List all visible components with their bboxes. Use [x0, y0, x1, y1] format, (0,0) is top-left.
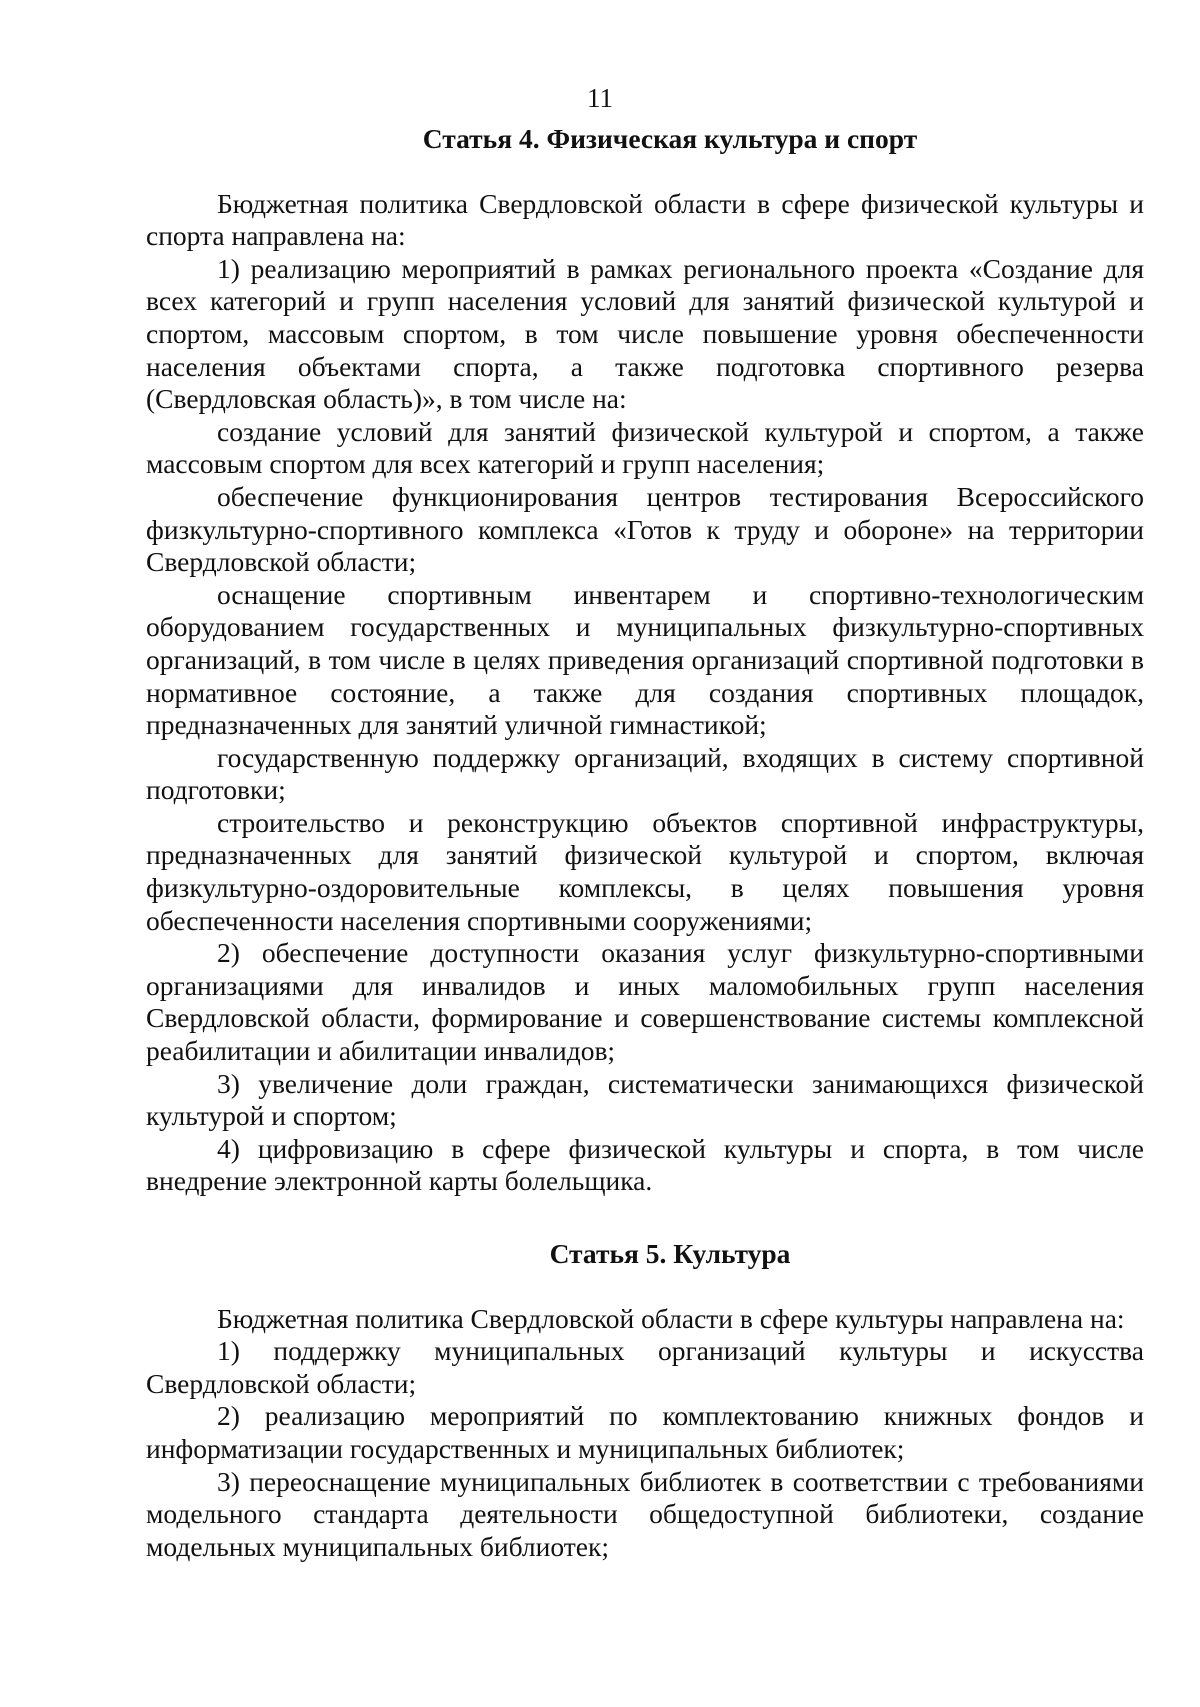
list-item: 3) переоснащение муниципальных библиотек в соответствии с требованиями модельного стандарта деятельности общедоступной библиотеки, создание модельных муниципальных библиотек;	[146, 1465, 1144, 1562]
page-content	[146, 123, 1144, 1563]
list-item: создание условий для занятий физической культурой и спортом, а также массовым спортом для всех категорий и групп населения;	[146, 415, 1144, 480]
article-4-heading: Статья 4. Физическая культура и спорт	[422, 123, 918, 154]
article-5-body	[146, 1303, 1144, 1564]
paragraph: Бюджетная политика Свердловской области в сфере физической культуры и спорта направлена на:	[146, 187, 1144, 252]
list-item: 2) реализацию мероприятий по комплектованию книжных фондов и информатизации государственных и муниципальных библиотек;	[146, 1400, 1144, 1464]
list-item: 4) цифровизацию в сфере физической культуры и спорта, в том числе внедрение электронной карты болельщика.	[146, 1132, 1144, 1197]
list-item: строительство и реконструкцию объектов спортивной инфраструктуры, предназначенных для занятий физической культурой и спортом, включая физкультурно-оздоровительные комплексы, в целях повышения уровня обеспеченности населения спортивными сооружениями;	[146, 806, 1144, 936]
list-item: 1) реализацию мероприятий в рамках регионального проекта «Создание для всех категорий и групп населения условий для занятий физической культурой и спортом, массовым спортом, в том числе повышение уровня обеспеченности населения объектами спорта, а также подготовка спортивного резерва (Свердловская область)», в том числе на:	[146, 252, 1144, 415]
list-item: обеспечение функционирования центров тестирования Всероссийского физкультурно-спортивного комплекса «Готов к труду и обороне» на территории Свердловской области;	[146, 480, 1144, 578]
list-item: государственную поддержку организаций, входящих в систему спортивной подготовки;	[146, 741, 1144, 806]
list-item: 2) обеспечение доступности оказания услуг физкультурно-спортивными организациями для инвалидов и иных маломобильных групп населения Свердловской области, формирование и совершенствование системы комплексной реабилитации и абилитации инвалидов;	[146, 937, 1144, 1067]
article-5-heading: Статья 5. Культура	[549, 1238, 791, 1269]
page-number: 11	[587, 83, 613, 113]
article-4-body	[146, 188, 1144, 1198]
list-item: 3) увеличение доли граждан, систематически занимающихся физической культурой и спортом;	[146, 1067, 1144, 1132]
list-item: 1) поддержку муниципальных организаций культуры и искусства Свердловской области;	[146, 1335, 1144, 1399]
paragraph: Бюджетная политика Свердловской области в сфере культуры направлена на:	[217, 1302, 1125, 1334]
list-item: оснащение спортивным инвентарем и спортивно-технологическим оборудованием государственных и муниципальных физкультурно-спортивных организаций, в том числе в целях приведения организаций спортивной подготовки в нормативное состояние, а также для создания спортивных площадок, предназначенных для занятий уличной гимнастикой;	[146, 578, 1144, 741]
